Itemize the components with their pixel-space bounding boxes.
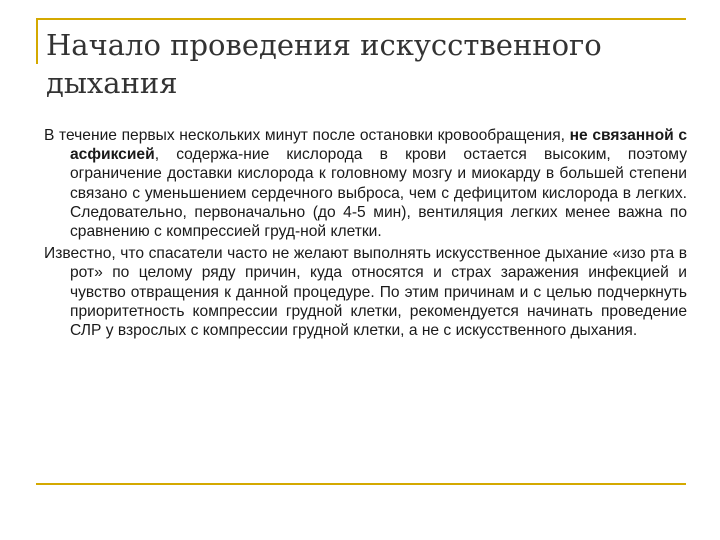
slide-title: Начало проведения искусственного дыхания bbox=[46, 28, 602, 100]
frame-bottom-line bbox=[36, 483, 686, 485]
frame-left-line bbox=[36, 18, 38, 64]
frame-top-line bbox=[36, 18, 686, 20]
paragraph-1-text-b: , содержа-ние кислорода в крови остается высоким, поэтому ограничение доставки кислорода к головному мозгу и миокарду в большей степени связано с уменьшением сердечного выброса, чем с дефицитом кислорода в легких. Следовательно, первоначально (до 4-5 мин), вентиляция легких менее важна по сравнению с компрессией груд-ной клетки. bbox=[70, 146, 687, 241]
paragraph-2: Известно, что спасатели часто не желают выполнять искусственное дыхание «изо рта в рот» по целому ряду причин, куда относятся и страх заражения инфекцией и чувство отвращения к данной процедуре. По этим причинам и с целью подчеркнуть приоритетность компрессии грудной клетки, рекомендуется начинать проведение СЛР у взрослых с компрессии грудной клетки, а не с искусственного дыхания. bbox=[44, 245, 687, 340]
paragraph-1 bbox=[44, 126, 687, 241]
slide-body bbox=[44, 126, 687, 343]
paragraph-1-bold-text: не связанной с асфиксией bbox=[70, 127, 687, 164]
paragraph-1-text-a: В течение первых нескольких минут после остановки кровообращения, bbox=[44, 127, 570, 144]
